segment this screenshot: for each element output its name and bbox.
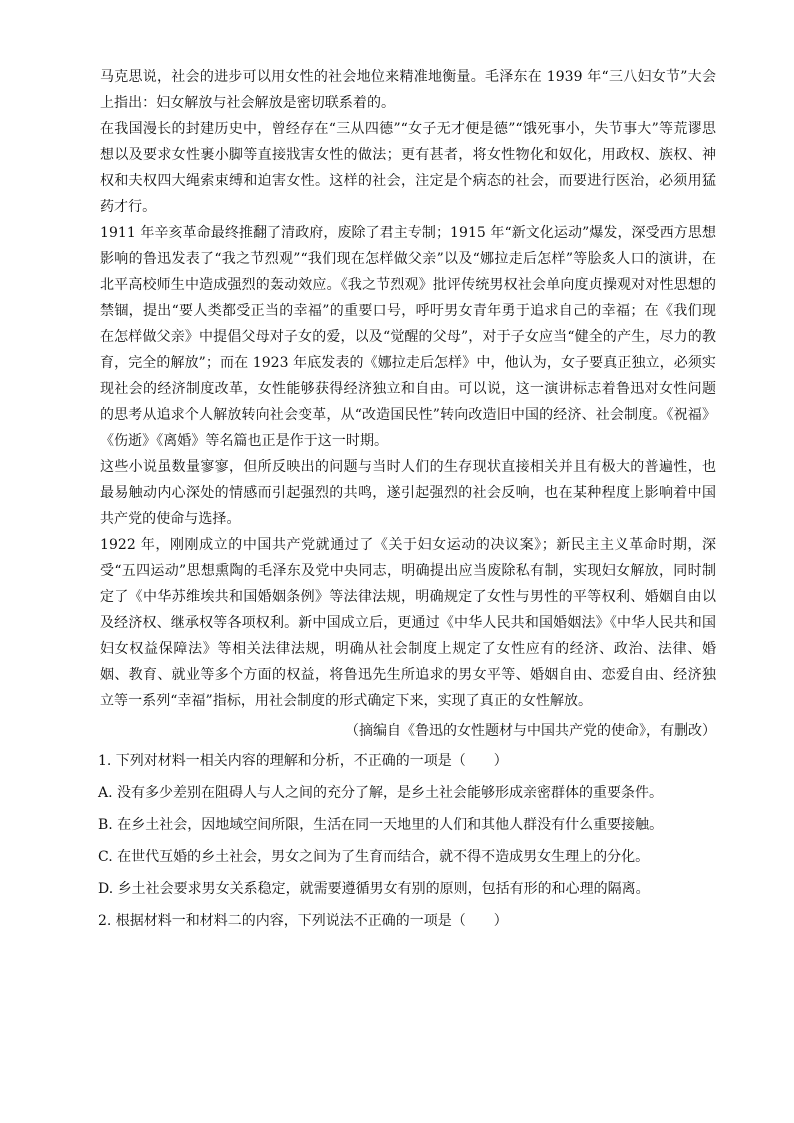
paragraph-2: 在我国漫长的封建历史中，曾经存在“三从四德”“女子无才便是德”“饿死事小，失节事大”等荒谬思想以及要求女性裹小脚等直接戕害女性的做法；更有甚者，将女性物化和奴化，用政权、族权、神权和夫权四大绳索束缚和迫害女性。这样的社会，注定是个病态的社会，而要进行医治，必须用猛药才行。 xyxy=(100,121,716,215)
question-1-stem: 1. 下列对材料一相关内容的理解和分析，不正确的一项是（ ） xyxy=(98,753,508,769)
question-1-option-a: A. 没有多少差别在阻碍人与人之间的充分了解，是乡土社会能够形成亲密群体的重要条件。 xyxy=(98,785,664,801)
paragraph-1: 马克思说，社会的进步可以用女性的社会地位来精准地衡量。毛泽东在 1939 年“三八妇女节”大会上指出：妇女解放与社会解放是密切联系着的。 xyxy=(100,69,716,111)
source-citation: （摘编自《鲁迅的女性题材与中国共产党的使命》，有删改） xyxy=(345,723,716,739)
paragraph-4: 这些小说虽数量寥寥，但所反映出的问题与当时人们的生存现状直接相关并且有极大的普遍性，也最易触动内心深处的情感而引起强烈的共鸣，遂引起强烈的社会反响，也在某种程度上影响着中国共产党的使命与选择。 xyxy=(100,459,716,527)
paragraph-5: 1922 年，刚刚成立的中国共产党就通过了《关于妇女运动的决议案》；新民主主义革命时期，深受“五四运动”思想熏陶的毛泽东及党中央同志，明确提出应当废除私有制，实现妇女解放，同时制定了《中华苏维埃共和国婚姻条例》等法律法规，明确规定了女性与男性的平等权利、婚姻自由以及经济权、继承权等各项权利。新中国成立后，更通过《中华人民共和国婚姻法》《中华人民共和国妇女权益保障法》等相关法律法规，明确从社会制度上规定了女性应有的经济、政治、法律、婚姻、教育、就业等多个方面的权益，将鲁迅先生所追求的男女平等、婚姻自由、恋爱自由、经济独立等一系列“幸福”指标，用社会制度的形式确定下来，实现了真正的女性解放。 xyxy=(100,537,716,709)
question-2-stem: 2. 根据材料一和材料二的内容，下列说法不正确的一项是（ ） xyxy=(98,913,508,929)
question-1-option-b: B. 在乡土社会，因地域空间所限，生活在同一天地里的人们和其他人群没有什么重要接触。 xyxy=(98,817,664,833)
question-1-option-c: C. 在世代互婚的乡土社会，男女之间为了生育而结合，就不得不造成男女生理上的分化。 xyxy=(98,849,650,865)
question-1-option-d: D. 乡土社会要求男女关系稳定，就需要遵循男女有别的原则，包括有形的和心理的隔离。 xyxy=(98,881,650,897)
article-body xyxy=(100,64,716,940)
paragraph-3: 1911 年辛亥革命最终推翻了清政府，废除了君主专制；1915 年“新文化运动”爆发，深受西方思想影响的鲁迅发表了“我之节烈观”“我们现在怎样做父亲”以及“娜拉走后怎样”等脍炙人口的演讲，在北平高校师生中造成强烈的轰动效应。《我之节烈观》批评传统男权社会单向度贞操观对对性思想的禁锢，提出“要人类都受正当的幸福”的重要口号，呼吁男女青年勇于追求自己的幸福；在《我们现在怎样做父亲》中提倡父母对子女的爱，以及“觉醒的父母”，对于子女应当“健全的产生，尽力的教育，完全的解放”；而在 1923 年底发表的《娜拉走后怎样》中，他认为，女子要真正独立，必须实现社会的经济制度改革，女性能够获得经济独立和自由。可以说，这一演讲标志着鲁迅对女性问题的思考从追求个人解放转向社会变革，从“改造国民性”转向改造旧中国的经济、社会制度。《祝福》《伤逝》《离婚》等名篇也正是作于这一时期。 xyxy=(100,225,716,449)
